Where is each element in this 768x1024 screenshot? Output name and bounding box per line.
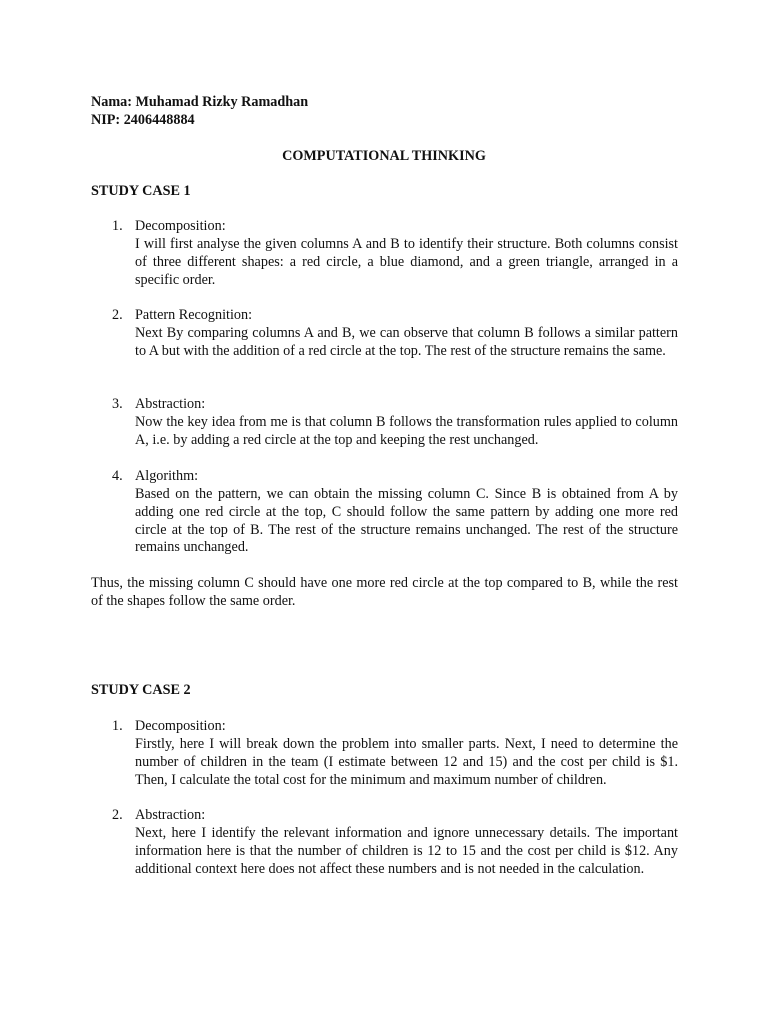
item-heading: Abstraction: [135,396,206,412]
item-number: 1. [112,718,123,734]
student-nip: NIP: 2406448884 [91,112,195,128]
item-heading: Algorithm: [135,468,199,484]
item-body: Firstly, here I will break down the problem into smaller parts. Next, I need to determine the number of children in the team (I estimate between 12 and 15) and the cost per child is $1. Then, I calculate the total cost for the minimum and maximum number of children. [135,736,678,788]
item-number: 3. [112,396,123,412]
item-body: Next By comparing columns A and B, we can observe that column B follows a similar pattern to A but with the addition of a red circle at the top. The rest of the structure remains the same. [135,325,678,359]
case1-conclusion: Thus, the missing column C should have one more red circle at the top compared to B, while the rest of the shapes follow the same order. [91,575,678,609]
item-number: 4. [112,468,123,484]
section-heading-study-case-2: STUDY CASE 2 [91,682,191,698]
item-heading: Pattern Recognition: [135,307,253,323]
item-body: Now the key idea from me is that column B follows the transformation rules applied to column A, i.e. by adding a red circle at the top and keeping the rest unchanged. [135,414,678,448]
item-number: 2. [112,307,123,323]
item-body: Next, here I identify the relevant information and ignore unnecessary details. The important information here is that the number of children is 12 to 15 and the cost per child is $12. Any additional context here does not affect these numbers and is not needed in the calculation. [135,825,678,877]
item-number: 2. [112,807,123,823]
document-title: COMPUTATIONAL THINKING [282,148,486,164]
item-heading: Abstraction: [135,807,206,823]
item-heading: Decomposition: [135,718,226,734]
item-heading: Decomposition: [135,218,226,234]
item-body: I will first analyse the given columns A and B to identify their structure. Both columns consist of three different shapes: a red circle, a blue diamond, and a green triangle, arranged in a specific order. [135,236,678,288]
student-name: Nama: Muhamad Rizky Ramadhan [91,94,309,110]
item-number: 1. [112,218,123,234]
item-body: Based on the pattern, we can obtain the missing column C. Since B is obtained from A by adding one red circle at the top, C should follow the same pattern by adding one more red circle at the top of B. The rest of the structure remains unchanged. The rest of the structure remains unchanged. [135,486,678,556]
section-heading-study-case-1: STUDY CASE 1 [91,183,191,199]
